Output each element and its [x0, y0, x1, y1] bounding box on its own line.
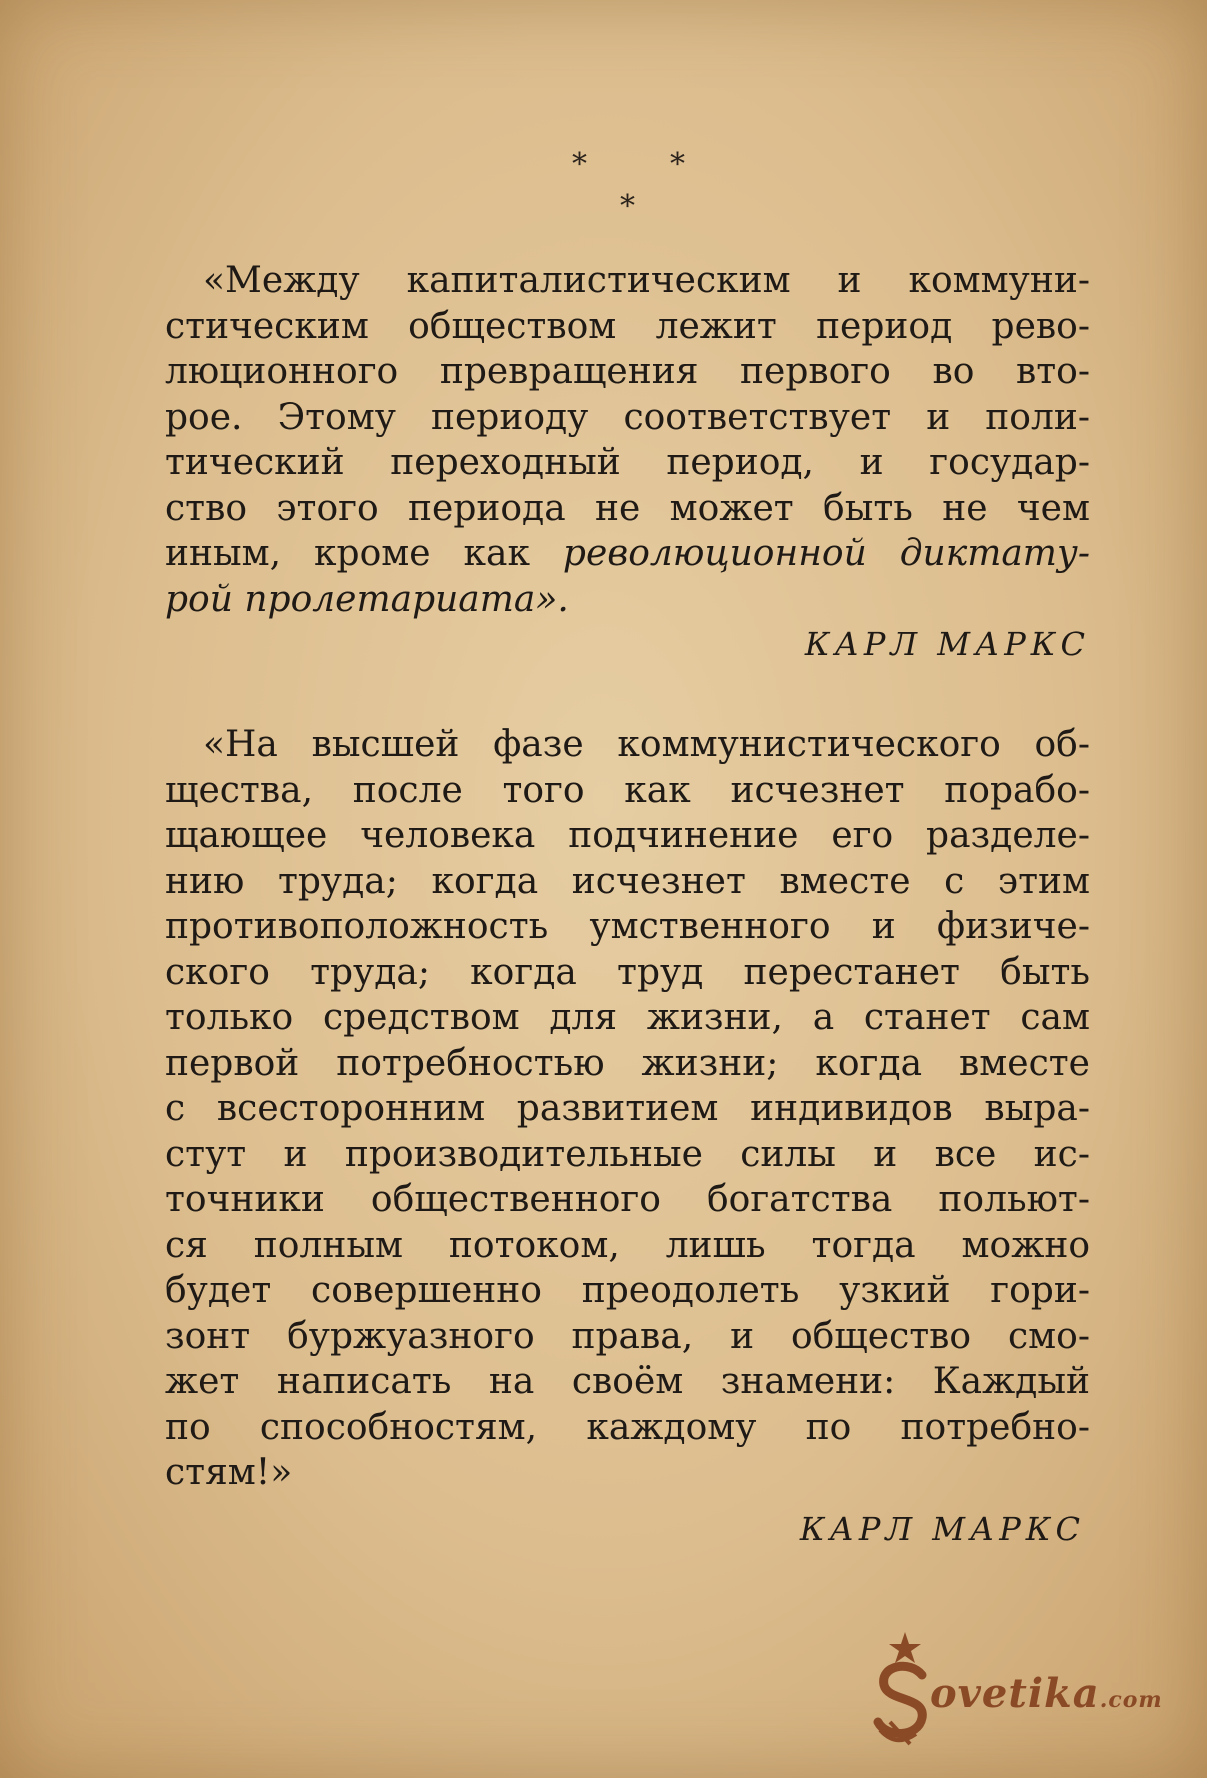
asterisk-right: *: [670, 147, 685, 182]
quote-line: стут и производительные силы и все ис-: [165, 1133, 1090, 1175]
quote-line: нию труда; когда исчезнет вместе с этим: [165, 860, 1090, 902]
watermark-suffix: .com: [1099, 1687, 1163, 1713]
quote-line: зонт буржуазного права, и общество смо-: [165, 1315, 1090, 1357]
quote-line: только средством для жизни, а станет сам: [165, 997, 1090, 1038]
sovetika-watermark: [860, 1630, 1200, 1750]
quote-line: первой потребностью жизни; когда вместе: [165, 1042, 1090, 1084]
quote-line: тический переходный период, и государ-: [165, 442, 1090, 483]
quote-line: [165, 577, 1090, 623]
quote-line: щающее человека подчинение его разделе-: [165, 815, 1090, 856]
quote-line: стям!»: [165, 1452, 293, 1493]
quote-line: щества, после того как исчезнет порабо-: [165, 769, 1090, 811]
quote-author: КАРЛ МАРКС: [804, 625, 1090, 663]
quote-line: ство этого периода не может быть не чем: [165, 487, 1090, 529]
quote-line: [165, 531, 1090, 577]
quote-line: люционного превращения первого во вто-: [165, 351, 1090, 392]
quote-line: «На высшей фазе коммунистического об-: [203, 724, 1090, 765]
quote-line: рое. Этому периоду соответствует и поли-: [165, 396, 1090, 438]
quote-line: «Между капиталистическим и коммуни-: [203, 260, 1090, 301]
quote-line: по способностям, каждому по потребно-: [165, 1406, 1090, 1448]
watermark-text: [930, 1670, 1163, 1717]
quote-emphasis: революционной диктату-: [562, 533, 1090, 574]
quote-line: точники общественного богатства польют-: [165, 1179, 1090, 1220]
quote-line: ся полным потоком, лишь тогда можно: [165, 1224, 1090, 1266]
quote-emphasis: рой пролетариата».: [165, 578, 569, 620]
quote-author: КАРЛ МАРКС: [799, 1510, 1085, 1548]
quote-line: противоположность умственного и физиче-: [165, 906, 1090, 947]
quote-line: будет совершенно преодолеть узкий гори-: [165, 1270, 1090, 1311]
watermark-name: ovetika: [930, 1670, 1100, 1717]
quote-text: иным, кроме как: [165, 533, 530, 574]
asterism-ornament: [560, 147, 685, 224]
quote-higher-phase: [165, 722, 1090, 1496]
asterisk-left: *: [572, 147, 587, 182]
quote-line: стическим обществом лежит период рево-: [165, 305, 1090, 347]
quote-capitalism-communism: [165, 258, 1090, 622]
quote-line: жет написать на своём знамени: Каждый: [165, 1361, 1090, 1402]
asterisk-bottom: *: [620, 189, 635, 224]
quote-line: с всесторонним развитием индивидов выра-: [165, 1088, 1090, 1129]
quote-line: ского труда; когда труд перестанет быть: [165, 951, 1090, 993]
